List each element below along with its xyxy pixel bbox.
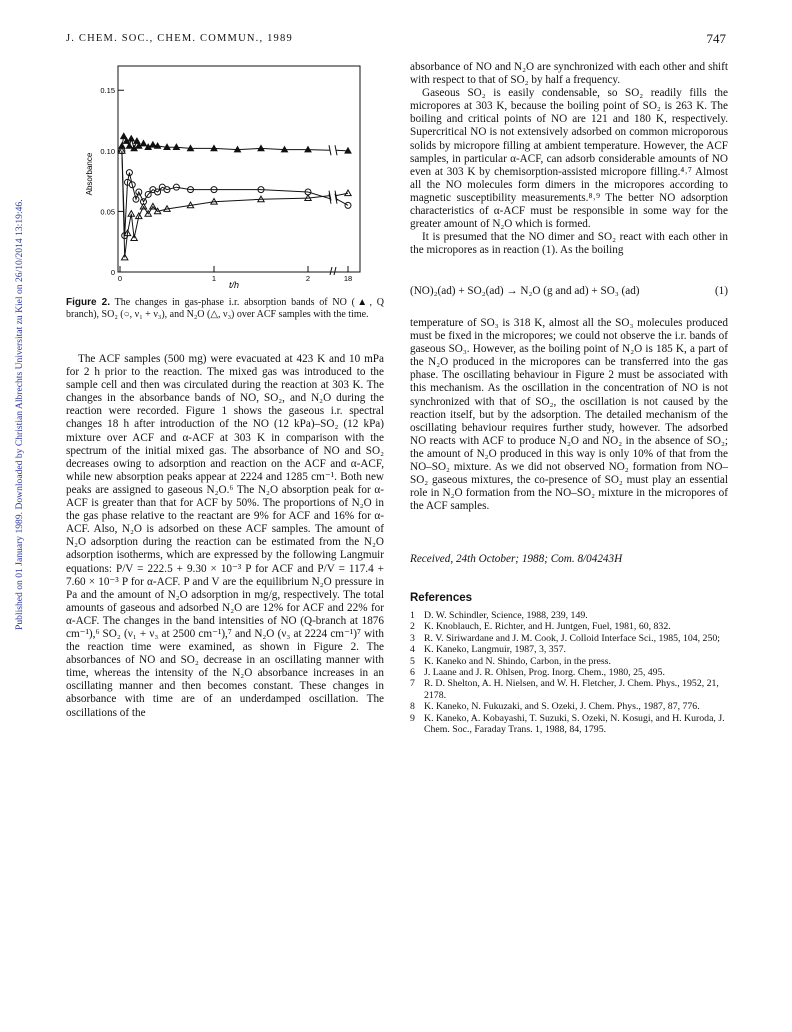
axis-break-mark bbox=[330, 267, 336, 275]
running-header: J. CHEM. SOC., CHEM. COMMUN., 1989 bbox=[66, 33, 293, 44]
reference-text: K. Kaneko and N. Shindo, Carbon, in the press. bbox=[424, 655, 611, 667]
x-axis-label: t/h bbox=[228, 280, 240, 290]
reference-number: 5 bbox=[410, 655, 415, 667]
reference-number: 7 bbox=[410, 678, 415, 690]
body-paragraph: The ACF samples (500 mg) were evacuated at 423 K and 10 mPa for 2 h prior to the reaction. The mixed gas was introduced to the sample cell and then was circulated during the reaction at 303 K. The changes in the absorbance bands of NO, SO₂, and N₂O during the reaction were recorded. Figure 1 shows the gaseous i.r. spectral changes 18 h after introduction of the NO (12 kPa)–SO₂ (12 kPa) mixture over ACF and α-ACF at 303 K in comparison with the spectrum of the initial mixed gas. The absorbance of NO and SO₂ decreases owing to adsorption and reaction on the ACF and α-ACF, while new absorption peaks appear at 2224 and 1285 cm⁻¹. Both new peaks are assigned to gaseous N₂O.⁶ The N₂O absorption peak for α-ACF is greater than that for ACF by 50%. The proportions of N₂O in the gas phase relative to the reactant are 9% for ACF and 16% for α-ACF. Also, N₂O is adsorbed on these ACF samples. The amount of N₂O adsorption during the reaction can be estimated from the N₂O adsorption isotherms, which are expressed by the following Langmuir equations: P/V = 222.5 + 9.30 × 10⁻³ P for ACF and P/V = 117.4 + 7.60 × 10⁻³ P for α-ACF. P and V are the equilibrium N₂O pressure in Pa and the amount of N₂O adsorption in mg/g, respectively. The total amounts of gaseous and adsorbed N₂O are 12% for ACF and 22% for α-ACF. The changes in the band intensities of NO (Q-branch at 1876 cm⁻¹),⁶ SO₂ (ν₁ + ν₃ at 2500 cm⁻¹),⁷ and N₂O (ν₃ at 2224 cm⁻¹)⁷ with the reaction time were examined, as shown in Figure 2. The absorbances of NO and SO₂ decrease in an oscillating manner with time, whereas the intensity of the N₂O absorbance increases in an oscillating manner and then becomes constant. These changes in absorbance with time are of an underdamped oscillation. The oscillations of the bbox=[66, 353, 384, 719]
y-tick-label: 0.10 bbox=[100, 146, 115, 156]
body-paragraph: Gaseous SO₂ is easily condensable, so SO₂ readily fills the micropores at 303 K, because the boiling point of SO₂ is 263 K. The boiling and critical points of NO are 121 and 180 K, respectively. Supercritical NO is not extensively adsorbed on common microporous solids by micropore filling at ambient temperature. However, the ACF samples, in particular α-ACF, can adsorb considerable amounts of NO even at 303 K by chemisorption-assisted micropore filling.⁴˒⁷ Almost all the NO molecules form dimers in the micropores according to magnetic susceptibility measurements.⁸˒⁹ The better NO adsorption characteristics of α-ACF must be responsible in some way for the greater amount of N₂O which is formed. bbox=[410, 87, 728, 231]
x-tick-label: 18 bbox=[343, 274, 353, 283]
absorbance-chart bbox=[66, 56, 384, 296]
y-tick-label: 0.15 bbox=[100, 86, 115, 96]
reference-text: K. Kaneko, Langmuir, 1987, 3, 357. bbox=[424, 644, 566, 656]
no-series-line-continued bbox=[308, 150, 348, 151]
reference-item bbox=[410, 713, 730, 736]
reference-number: 1 bbox=[410, 610, 415, 621]
so2-series-line bbox=[122, 151, 308, 236]
reference-item bbox=[410, 644, 730, 655]
n2o-point bbox=[345, 190, 351, 196]
body-paragraph: It is presumed that the NO dimer and SO₂ react with each other in the micropores as in reaction (1). As the boiling bbox=[410, 231, 728, 257]
reference-item bbox=[410, 656, 730, 667]
references-list bbox=[410, 610, 730, 735]
reference-number: 6 bbox=[410, 667, 415, 679]
download-note: Published on 01 January 1989. Downloaded by Christian Albrechts Universitat zu Kiel on 26/10/2014 13:19:46. bbox=[14, 199, 25, 630]
equation-text: (NO)₂(ad) + SO₂(ad) → N₂O (g and ad) + SO₃ (ad) bbox=[410, 285, 640, 297]
reference-item bbox=[410, 701, 730, 712]
reference-number: 4 bbox=[410, 644, 415, 656]
caption-label: Figure 2. bbox=[66, 297, 110, 308]
page-number: 747 bbox=[706, 31, 726, 46]
reference-number: 9 bbox=[410, 712, 415, 724]
reference-text: D. W. Schindler, Science, 1988, 239, 149. bbox=[424, 610, 588, 621]
reference-item bbox=[410, 621, 730, 632]
figure-caption bbox=[66, 297, 384, 320]
x-tick-label: 2 bbox=[305, 274, 311, 283]
y-axis-label: Absorbance bbox=[85, 152, 94, 196]
reference-item bbox=[410, 667, 730, 678]
received-line: Received, 24th October; 1988; Com. 8/04243H bbox=[410, 553, 623, 565]
reference-item bbox=[410, 678, 730, 701]
reference-number: 3 bbox=[410, 632, 415, 644]
references-heading: References bbox=[410, 592, 473, 604]
reference-text: K. Kaneko, N. Fukuzaki, and S. Ozeki, J. Chem. Phys., 1987, 87, 776. bbox=[424, 701, 700, 713]
series-break-mark bbox=[329, 145, 337, 155]
x-tick-label: 1 bbox=[211, 274, 217, 283]
equation-number: (1) bbox=[714, 285, 728, 297]
reference-item bbox=[410, 633, 730, 644]
reference-item bbox=[410, 610, 730, 621]
reference-text: R. V. Siriwardane and J. M. Cook, J. Colloid Interface Sci., 1985, 104, 250; bbox=[424, 632, 720, 644]
body-paragraph: absorbance of NO and N₂O are synchronized with each other and shift with respect to that of SO₂ by half a frequency. bbox=[410, 61, 728, 87]
equation-1 bbox=[410, 285, 728, 297]
y-tick-label: 0 bbox=[110, 268, 115, 277]
reference-text: K. Knoblauch, E. Richter, and H. Juntgen, Fuel, 1981, 60, 832. bbox=[424, 621, 671, 633]
body-paragraph: temperature of SO₃ is 318 K, almost all the SO₃ molecules produced must be fixed in the micropores; we could not observe the i.r. bands of gaseous SO₃. However, as the boiling point of N₂O is 185 K, a part of the N₂O produced in the micropores can be transferred into the gas phase. The oscillating behaviour in Figure 2 must be associated with this mechanism. As the oscillation in the concentration of NO is not synchronized with that of SO₂, the oscillation is not caused by the reaction itself, but by the adsorption. The detailed mechanism of the oscillating behaviour requires further study, however. The adsorbed NO reacts with ACF to produce N₂O and NO₂ in the absence of SO₂; the amount of N₂O produced in this way is only 10% of that from the NO–SO₂ mixture. As we did not observed NO₂ formation from NO–SO₂ gaseous mixtures, the co-presence of SO₂ must play an essential role in N₂O formation from the NO–SO₂ mixture in the micropores of the ACF samples. bbox=[410, 317, 728, 513]
caption-text: The changes in gas-phase i.r. absorption bands of NO (▲, Q branch), SO₂ (○, ν₁ + ν₃), and N₂O (△, ν₃) over ACF samples with the time. bbox=[66, 297, 384, 320]
reference-number: 2 bbox=[410, 621, 415, 633]
reference-text: J. Laane and J. R. Ohlsen, Prog. Inorg. Chem., 1980, 25, 495. bbox=[424, 667, 665, 679]
right-column-bottom bbox=[410, 317, 728, 513]
reference-text: R. D. Shelton, A. H. Nielsen, and W. H. Fletcher, J. Chem. Phys., 1952, 21, 2178. bbox=[424, 678, 719, 701]
figure-2 bbox=[66, 56, 384, 296]
x-tick-label: 0 bbox=[117, 274, 123, 283]
left-column-text bbox=[66, 353, 384, 720]
reference-number: 8 bbox=[410, 701, 415, 713]
y-tick-label: 0.05 bbox=[100, 207, 115, 217]
reference-text: K. Kaneko, A. Kobayashi, T. Suzuki, S. Ozeki, N. Kosugi, and H. Kuroda, J. Chem. Soc., Faraday Trans. 1, 1988, 84, 1795. bbox=[424, 712, 725, 736]
download-watermark bbox=[3, 150, 25, 630]
plot-frame bbox=[118, 66, 360, 272]
right-column-top bbox=[410, 61, 728, 257]
